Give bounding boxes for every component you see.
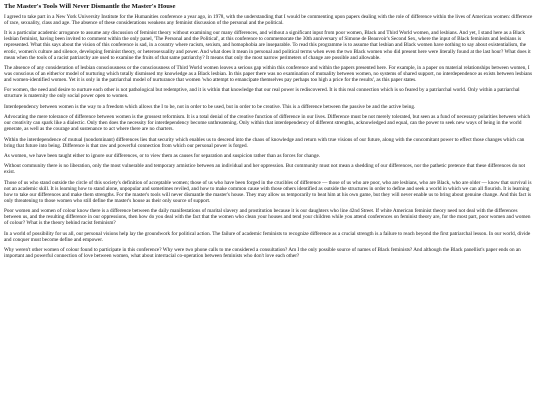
paragraph-1: I agreed to take part in a New York University Institute for the Humanities conference a year ago, in 1978, with the understanding that I would be commenting upon papers dealing with the role of difference within the lives of American women: difference of race, sexuality, class and age. The absence of these considerations weakens any feminist discussion of the personal and the political. xyxy=(4,14,533,27)
paragraph-13: Why weren't other women of colour found to participate in this conference? Why were two phone calls to me considered a consultation? Am I the only possible source of names of Black feminists? And although the Black panellist's paper ends on an important and powerful connection of love between women, what about interracial co-operation between feminists who don't love each other? xyxy=(4,246,521,260)
document-title: The Master's Tools Will Never Dismantle the Master's House xyxy=(4,3,176,10)
paragraph-11: Poor women and women of colour know there is a difference between the daily manifestations of marital slavery and prostitution because it is our daughters who line 42nd Street. If white American feminist theory need not deal with the differences between us, and the resulting difference in our oppressions, then how do you deal with the fact that the women who clean your houses and tend your children while you attend conferences on feminist theory are, for the most part, poor women and women of colour? What is the theory behind racist feminism? xyxy=(4,208,531,227)
document-page xyxy=(4,3,536,403)
paragraph-6: Advocating the mere tolerance of difference between women is the grossest reformism. It is a total denial of the creative function of difference in our lives. Difference must be not merely tolerated, but seen as a fund of necessary polarities between which our creativity can spark like a dialectic. Only then does the necessity for interdependency become unthreatening. Only within that interdependency of different strengths, acknowledged and equal, can the power to seek new ways of being in the world generate, as well as the courage and sustenance to act where there are no charters. xyxy=(4,114,531,133)
paragraph-4: For women, the need and desire to nurture each other is not pathological but redemptive, and it is within that knowledge that our real power is rediscovered. It is this real connection which is so feared by a patriarchal world. Only within a patriarchal structure is maternity the only social power open to women. xyxy=(4,87,520,100)
paragraph-9: Without community there is no liberation, only the most vulnerable and temporary armistice between an individual and her oppression. But community must not mean a shedding of our differences, nor the pathetic pretence that these differences do not exist. xyxy=(4,163,526,176)
paragraph-12: In a world of possibility for us all, our personal visions help lay the groundwork for political action. The failure of academic feminists to recognize difference as a crucial strength is a failure to reach beyond the first patriarchal lesson. In our world, divide and conquer must become define and empower. xyxy=(4,230,531,243)
paragraph-3: The absence of any consideration of lesbian consciousness or the consciousness of Third World women leaves a serious gap within this conference and within the papers presented here. For example, in a paper on material relationships between women, I was conscious of an either/or model of nurturing which totally dismissed my knowledge as a Black lesbian. In this paper there was no examination of mutuality between women, no systems of shared support, no interdependence as exists between lesbians and women-identified women. Yet it is only in the patriarchal model of nurturance that women 'who attempt to emancipate themselves pay perhaps too high a price for the results', as this paper states. xyxy=(4,64,532,84)
paragraph-10: Those of us who stand outside the circle of this society's definition of acceptable women; those of us who have been forged in the crucibles of difference — those of us who are poor, who are lesbians, who are Black, who are older — know that survival is not an academic skill. It is learning how to stand alone, unpopular and sometimes reviled, and how to make common cause with those others identified as outside the structures in order to define and seek a world in which we can all flourish. It is learning how to take our differences and make them strengths. For the master's tools will never dismantle the master's house. They may allow us temporarily to beat him at his own game, but they will never enable us to bring about genuine change. And this fact is only threatening to those women who still define the master's house as their only source of support. xyxy=(4,179,532,204)
paragraph-7: Within the interdependence of mutual (nondominant) differences lies that security which enables us to descend into the chaos of knowledge and return with true visions of our future, along with the concomitant power to effect those changes which can bring that future into being. Difference is that raw and powerful connection from which our personal power is forged. xyxy=(4,136,525,149)
paragraph-8: As women, we have been taught either to ignore our differences, or to view them as causes for separation and suspicion rather than as forces for change. xyxy=(4,152,321,159)
paragraph-2: It is a particular academic arrogance to assume any discussion of feminist theory without examining our many differences, and without a significant input from poor women, Black and Third World women, and lesbians. And yet, I stand here as a Black lesbian feminist, having been invited to comment within the only panel, 'The Personal and the Political', at this conference to commemorate the 30th anniversary of Simone de Beauvoir's Second Sex, where the input of Black feminists and lesbians is represented. What this says about the vision of this conference is sad, in a country where racism, sexism, and homophobia are inseparable. To read this programme is to assume that lesbian and Black women have nothing to say about existentialism, the erotic, women's culture and silence, developing feminist theory, or heterosexuality and power. And what does it mean in personal and political terms when even the two Black women who did present here were literally found at the last hour? What does it mean when the tools of a racist patriarchy are used to examine the fruits of that same patriarchy? It means that only the most narrow perimeters of change are possible and allowable. xyxy=(4,30,531,61)
paragraph-5: Interdependency between women is the way to a freedom which allows the I to be, not in order to be used, but in order to be creative. This is a difference between the passive be and the active being. xyxy=(4,103,416,110)
